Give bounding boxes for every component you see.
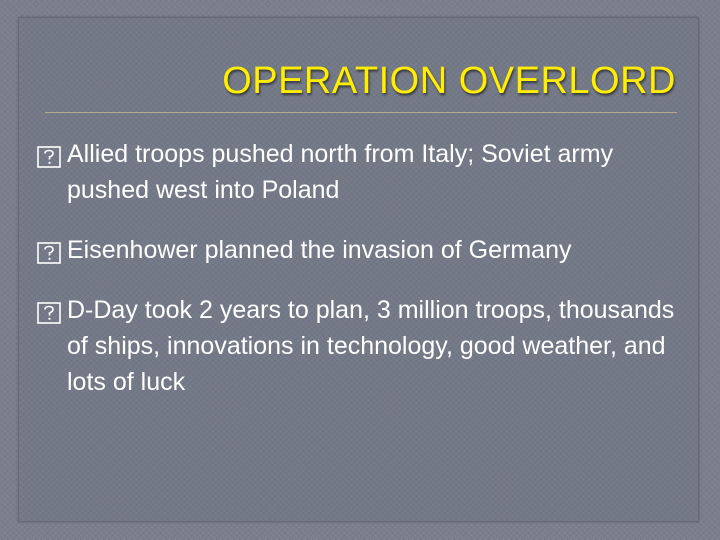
missing-glyph-box-icon — [37, 242, 61, 264]
bullet-text: Allied troops pushed north from Italy; Soviet army pushed west into Poland — [67, 140, 614, 204]
bullet-item — [37, 232, 687, 268]
bullet-item — [37, 136, 687, 208]
missing-glyph-box-icon — [37, 302, 61, 324]
title-divider — [45, 112, 677, 113]
missing-glyph-box-icon — [37, 146, 61, 168]
bullet-text: D-Day took 2 years to plan, 3 million troops, thousands of ships, innovations in technology, good weather, and lots of luck — [67, 296, 675, 396]
bullet-text: Eisenhower planned the invasion of Germany — [67, 236, 572, 264]
bullet-item — [37, 292, 687, 400]
bullet-list — [37, 136, 687, 424]
slide-title: OPERATION OVERLORD — [222, 60, 676, 102]
